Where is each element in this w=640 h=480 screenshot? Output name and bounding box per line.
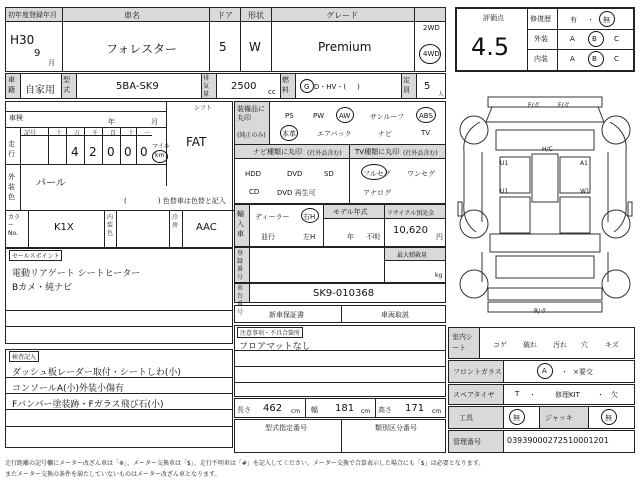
chassis-value: SK9-010368 — [313, 288, 375, 299]
sales-point-line2: Bカメ・純ナビ — [12, 283, 73, 293]
displacement-label: 排気量 — [203, 75, 210, 98]
equip-sunroof: サンルーフ — [370, 113, 405, 121]
header-table — [5, 7, 446, 72]
length-unit: cm — [291, 408, 301, 415]
length-value: 462 — [263, 403, 283, 414]
digit-header-3: 千 — [92, 130, 99, 137]
km-label: km — [155, 152, 165, 159]
reg-value: 自家用 — [25, 85, 55, 96]
seat-hole: 穴 — [581, 341, 588, 349]
shaken-month-unit: 月 — [151, 118, 158, 126]
drive-4wd: 4WD — [423, 50, 440, 58]
exterior-score-label: 外装 — [534, 35, 548, 43]
reg-label: 車籍 — [8, 76, 15, 94]
capacity-label: 定員 — [403, 76, 410, 94]
recycle-label: リサイクル預託金 — [387, 210, 435, 217]
shift-label: シフト — [194, 105, 213, 112]
equipment-sub-label: (純正のみ) — [237, 132, 266, 139]
tv-fullseg: フルセグ — [363, 170, 391, 178]
front-glass-replace: ×要交 — [573, 368, 593, 376]
equipment-label: 装備品に丸印 — [237, 105, 265, 122]
notice-label: 注意事項・不具合箇所 — [237, 327, 303, 338]
month-unit: 月 — [48, 59, 55, 67]
drive-2wd: 2WD — [423, 24, 440, 32]
type-code-row — [234, 419, 446, 453]
equip-abs: ABS — [419, 112, 433, 120]
width-unit: cm — [361, 408, 371, 415]
type-code-label: 型式指定番号 — [265, 424, 307, 432]
shaken-year-unit: 年 — [108, 118, 115, 126]
tv-oneseg: ワンセグ — [407, 170, 435, 178]
ac-label: 冷房 — [172, 214, 179, 229]
mileage-digit-3: 0 — [107, 145, 115, 159]
registration-number-block — [234, 247, 446, 283]
inspector-notes-block — [5, 349, 233, 448]
mileage-digit-5: 0 — [140, 145, 148, 159]
digit-header-5: 十 — [128, 130, 135, 137]
navi-dvd-play: DVD 再生可 — [277, 189, 316, 197]
jack-value: 無 — [605, 414, 612, 422]
registration-row — [5, 73, 446, 99]
type-label: 型式 — [63, 76, 70, 94]
shape-value: W — [249, 40, 261, 54]
shift-value: FAT — [186, 135, 207, 149]
model-year-unit: 年 — [347, 233, 354, 241]
fuel-options: G D・HV・( ) — [304, 83, 360, 91]
jack-label: ジャッキ — [545, 414, 573, 422]
displacement-unit: cc — [268, 88, 276, 96]
tv-type-label: TV種類に丸印 — [355, 148, 400, 156]
mileage-digit-4: 0 — [124, 145, 132, 159]
equip-pw: PW — [313, 112, 325, 120]
tools-row — [448, 406, 635, 429]
navi-type-note: (社外品含む) — [307, 150, 342, 157]
rear-glass-mark: R/ガ — [534, 308, 547, 315]
sales-point-line1: 電動リアゲート シートヒーター — [12, 269, 141, 279]
navi-type-label: ナビ種類に丸印 — [253, 148, 302, 156]
max-load-unit: kg — [435, 272, 443, 279]
mileage-digit-2: 2 — [89, 145, 97, 159]
digit-header-1: 十 — [56, 130, 63, 137]
equipment-block — [234, 101, 446, 204]
shape-label: 形状 — [248, 11, 264, 20]
height-unit: cm — [432, 408, 442, 415]
management-label: 管理番号 — [453, 438, 481, 446]
navi-hdd: HDD — [245, 170, 262, 178]
spare-sep1: ・ — [529, 391, 536, 399]
equip-airbag: エアバック — [317, 130, 352, 138]
model-value: フォレスター — [106, 42, 178, 56]
interior-b: B — [592, 55, 597, 63]
inspector-note-1: ダッシュ板レーダー取付・シートしわ(小) — [12, 368, 181, 378]
first-reg-label: 初年度登録年月 — [8, 11, 57, 19]
tools-value: 無 — [513, 414, 520, 422]
recycle-unit: 円 — [436, 233, 443, 241]
import-label: 輸入車 — [237, 210, 244, 238]
capacity-value: 5 — [424, 81, 431, 92]
repair-yes: 有 — [570, 16, 577, 24]
grade-value: Premium — [318, 40, 372, 54]
exterior-label: 外装色 — [8, 173, 15, 201]
navi-sd: SD — [324, 170, 334, 178]
equip-aw: AW — [339, 112, 351, 120]
repair-label: 修復歴 — [530, 15, 551, 23]
front-glass-label: フロントガラス — [453, 368, 502, 376]
inspector-notes-label: 検査記入 — [9, 351, 39, 362]
score-block: 評価点 4.5 修復歴 有 ・ 無 外装 A B C 内装 A B C — [455, 7, 635, 72]
exterior-value: パール — [36, 178, 66, 189]
color-no-value: K1X — [54, 222, 74, 233]
tv-analog: アナログ — [363, 189, 391, 197]
dimensions-row — [234, 398, 446, 418]
import-left-h: 左H — [303, 233, 316, 241]
digit-header-2: 万 — [74, 130, 81, 137]
spare-sep2: ・ — [597, 391, 604, 399]
fuel-label: 燃料 — [282, 76, 289, 94]
grade-score-value: 4.5 — [471, 33, 510, 61]
shaken-label: 車検 — [9, 114, 23, 122]
new-warranty: 新車保証書 — [269, 311, 304, 319]
equip-tv: TV — [421, 129, 431, 137]
tools-label: 工具 — [459, 414, 473, 422]
digit-header-6: 一 — [144, 130, 151, 137]
manual: 車両取説 — [381, 311, 409, 319]
import-parallel: 並行 — [261, 233, 275, 241]
type-value: 5BA-SK9 — [116, 81, 159, 92]
mileage-label: 走行 — [8, 140, 15, 158]
hc-mark: H/C — [542, 146, 553, 153]
exterior-a: A — [570, 35, 575, 43]
import-dealer: ディーラー — [255, 213, 290, 221]
inspector-note-3: Fバンパー塗装跡・Fガラス飛び石(小) — [12, 400, 164, 410]
first-reg-month: 9 — [34, 48, 41, 59]
digit-header-0: 記号 — [24, 130, 37, 137]
front-glass-mark: F/ガ — [528, 102, 540, 109]
doors-value: 5 — [219, 40, 227, 54]
reg-no-label: 登録番号 — [237, 250, 244, 281]
model-label: 車名 — [124, 11, 140, 20]
grade-score-label: 評価点 — [483, 14, 504, 22]
exterior-b: B — [592, 35, 597, 43]
width-value: 181 — [335, 403, 355, 414]
spare-missing: 欠 — [611, 391, 618, 399]
capacity-unit: 人 — [438, 91, 445, 98]
footer-line1: 走行距離の記号欄にメーター改ざん車は「※」、メーター交換車は「$」、走行不明車は「#」を記入してください。メーター交換で合算表示した場合にも「$」は必要となります。 — [5, 460, 485, 467]
equip-leather: 本革 — [282, 130, 296, 138]
width-label: 幅 — [311, 406, 318, 414]
class-code-label: 類別区分番号 — [375, 424, 417, 432]
spare-repair-kit: 修理KIT — [555, 391, 580, 399]
notice-value: フロアマットなし — [239, 342, 311, 352]
seat-stain: 汚れ — [553, 341, 567, 349]
height-label: 高さ — [378, 406, 392, 414]
spare-tire-label: スペアタイヤ — [453, 391, 495, 399]
inspection-block — [5, 101, 233, 248]
doors-label: ドア — [217, 11, 233, 20]
recycle-value: 10,620 — [393, 225, 428, 236]
navi-cd: CD — [249, 188, 260, 196]
sales-points-block — [5, 248, 233, 344]
u1-mark-left: U1 — [500, 160, 509, 167]
inspector-note-2: コンソールA(小)外装小傷有 — [12, 384, 124, 394]
seat-burn: コゲ — [493, 341, 507, 349]
interior-c: C — [614, 55, 619, 63]
import-block — [234, 204, 446, 247]
mileage-digit-1: 4 — [71, 145, 79, 159]
length-label: 長さ — [237, 406, 251, 414]
repair-no: 無 — [603, 16, 610, 24]
digit-header-4: 百 — [110, 130, 117, 137]
seat-tear: 破れ — [523, 341, 537, 349]
notice-block — [234, 325, 446, 397]
equip-ps: PS — [285, 112, 294, 120]
u1-mark-left-rear: U1 — [500, 188, 509, 195]
mile-label: マイル — [152, 143, 170, 150]
chassis-label: 車台番号 — [237, 285, 244, 316]
color-no-label: カラーNo. — [8, 214, 21, 237]
first-reg-year: H30 — [10, 33, 35, 47]
import-right-h: 右H — [303, 213, 316, 221]
model-year-unknown: 不明 — [366, 233, 380, 241]
front-glass-a: A — [542, 367, 547, 375]
interior-a: A — [570, 55, 575, 63]
front-glass-mark-2: F/ガ — [558, 102, 570, 109]
model-year-label: モデル年式 — [333, 208, 368, 216]
interior-seat-row — [448, 327, 635, 359]
max-load-label: 最大積載量 — [397, 252, 428, 259]
displacement-value: 2500 — [231, 81, 257, 92]
spare-tire-row — [448, 384, 635, 405]
color-note: ( ) 色替車は色替と記入 — [124, 197, 226, 205]
grade-label: グレード — [326, 11, 358, 20]
front-glass-sep: ・ — [561, 368, 568, 376]
damage-diagram — [452, 92, 638, 318]
navi-dvd: DVD — [287, 170, 303, 178]
interior-score-label: 内装 — [534, 55, 548, 63]
spare-t: T — [515, 390, 520, 398]
w1-mark-right: W1 — [580, 188, 590, 195]
exterior-c: C — [614, 35, 619, 43]
sales-points-label: セールスポイント — [9, 250, 62, 261]
management-value: 0393900027251000120​1 — [507, 436, 609, 445]
ac-value: AAC — [196, 222, 217, 233]
height-value: 171 — [405, 403, 425, 414]
management-row — [448, 430, 635, 453]
interior-color-label: 内装色 — [107, 214, 114, 237]
equip-navi: ナビ — [378, 130, 392, 138]
footer-line2: またメーター交換の条件を満たしていないものはメーター改ざん車となります。 — [5, 471, 221, 478]
a1-mark-right: A1 — [580, 160, 588, 167]
tv-type-note: (社外品含む) — [403, 150, 438, 157]
seat-scratch: キズ — [605, 341, 619, 349]
interior-seat-label: 室内シート — [452, 333, 473, 352]
documents-row — [234, 305, 446, 323]
front-glass-row — [448, 360, 635, 383]
